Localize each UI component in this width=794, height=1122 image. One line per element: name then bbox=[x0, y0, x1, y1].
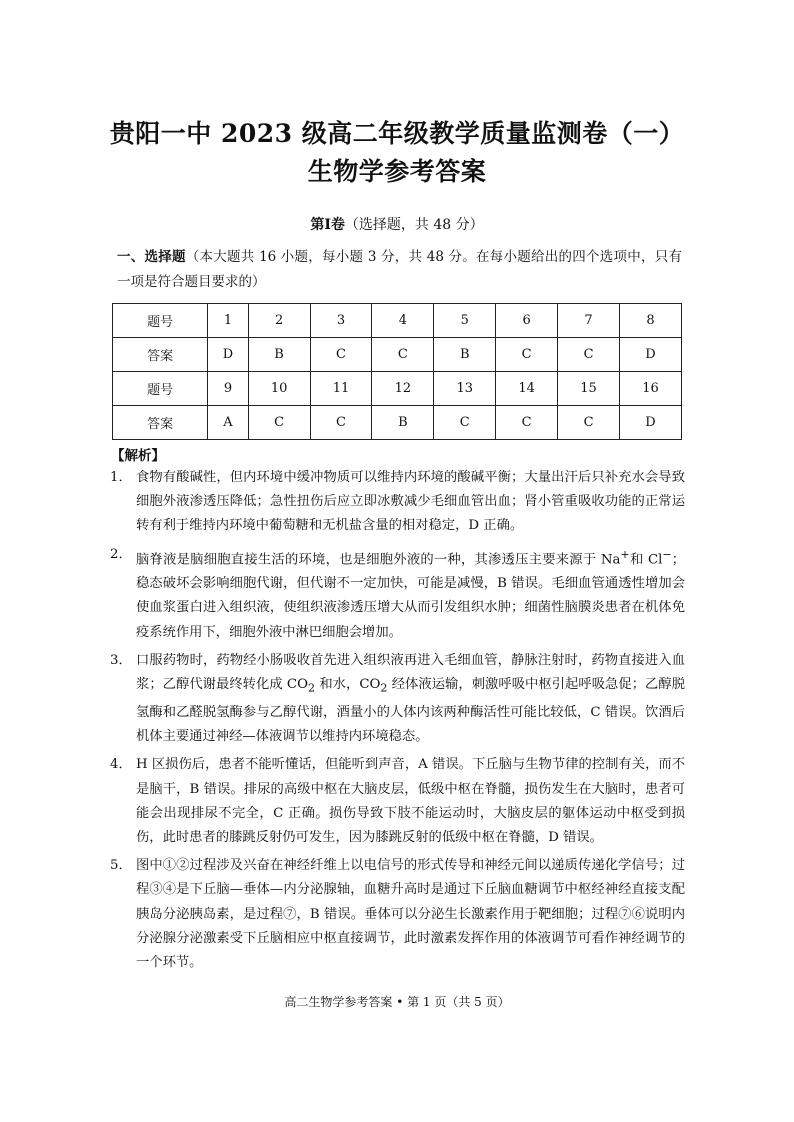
table-cell: C bbox=[372, 338, 434, 372]
explanation-text: 脑脊液是脑细胞直接生活的环境，也是细胞外液的一种，其渗透压主要来源于 Na bbox=[136, 552, 621, 568]
table-cell: C bbox=[310, 338, 372, 372]
table-cell: 15 bbox=[558, 372, 620, 406]
section-intro bbox=[117, 245, 682, 295]
answer-table bbox=[112, 303, 682, 440]
explanation-text: 和水，CO bbox=[315, 677, 381, 693]
table-cell: 7 bbox=[558, 304, 620, 338]
part-heading-detail: （选择题，共 48 分） bbox=[344, 217, 484, 233]
explanation-text: H 区损伤后，患者不能听懂话，但能听到声音，A 错误。下丘脑与生物节律的控制有关，而不是脑干，B 错误。排尿的高级中枢在大脑皮层，低级中枢在脊髓，损伤发生在大脑时，患者可能会出现排尿不完全，C 正确。损伤导致下肢不能运动时，大脑皮层的躯体运动中枢受到损伤，此时患者的膝跳反射仍可发生，因为膝跳反射的低级中枢在脊髓，D 错误。 bbox=[136, 757, 685, 845]
table-cell: B bbox=[372, 406, 434, 440]
subscript: 2 bbox=[380, 681, 388, 695]
explanation-number: 5． bbox=[110, 858, 132, 874]
subscript: 2 bbox=[308, 681, 316, 695]
table-cell: 题号 bbox=[113, 304, 208, 338]
page-footer: 高二生物学参考答案 • 第 1 页（共 5 页） bbox=[284, 995, 510, 1009]
table-cell: C bbox=[248, 406, 310, 440]
table-cell: C bbox=[558, 338, 620, 372]
table-cell: 12 bbox=[372, 372, 434, 406]
table-cell: 答案 bbox=[113, 406, 208, 440]
document-title: 贵阳一中 2023 级高二年级教学质量监测卷（一） bbox=[109, 119, 685, 148]
explanation-text: 和 Cl bbox=[629, 552, 663, 568]
analysis-label: 【解析】 bbox=[111, 448, 165, 464]
explanation-list bbox=[110, 466, 685, 979]
table-cell: 6 bbox=[496, 304, 558, 338]
superscript: + bbox=[620, 547, 630, 561]
table-cell: 8 bbox=[619, 304, 681, 338]
table-cell: 16 bbox=[619, 372, 681, 406]
explanation-item-3 bbox=[110, 649, 685, 749]
explanation-item-2 bbox=[110, 543, 685, 645]
document-subtitle: 生物学参考答案 bbox=[307, 157, 487, 186]
table-row bbox=[113, 304, 682, 338]
table-cell: 13 bbox=[434, 372, 496, 406]
table-cell: 5 bbox=[434, 304, 496, 338]
table-row bbox=[113, 406, 682, 440]
explanation-number: 4． bbox=[110, 757, 132, 773]
table-cell: D bbox=[619, 406, 681, 440]
table-cell: 3 bbox=[310, 304, 372, 338]
table-cell: B bbox=[434, 338, 496, 372]
table-cell: 答案 bbox=[113, 338, 208, 372]
table-cell: A bbox=[208, 406, 248, 440]
table-cell: C bbox=[310, 406, 372, 440]
table-row bbox=[113, 372, 682, 406]
table-cell: 11 bbox=[310, 372, 372, 406]
part-heading-label: 第Ⅰ卷 bbox=[310, 217, 345, 233]
table-cell: B bbox=[248, 338, 310, 372]
table-cell: 10 bbox=[248, 372, 310, 406]
section-description: （本大题共 16 小题，每小题 3 分，共 48 分。在每小题给出的四个选项中，只有一项是符合题目要求的） bbox=[117, 249, 682, 290]
table-cell: 14 bbox=[496, 372, 558, 406]
table-cell: 4 bbox=[372, 304, 434, 338]
table-cell: D bbox=[208, 338, 248, 372]
explanation-number: 2． bbox=[110, 546, 132, 562]
explanation-text: 经体液运输，刺激呼吸中枢引起呼吸急促；乙醇脱氢酶和乙醛脱氢酶参与乙醇代谢，酒量小的人体内该两种酶活性可能比较低，C 错误。饮酒后机体主要通过神经—体液调节以维持内环境稳态。 bbox=[136, 677, 685, 745]
explanation-number: 3． bbox=[110, 652, 132, 668]
explanation-item-1 bbox=[110, 466, 685, 539]
part-heading bbox=[0, 214, 794, 234]
section-label: 一、选择题 bbox=[117, 249, 186, 265]
table-cell: D bbox=[619, 338, 681, 372]
table-cell: C bbox=[558, 406, 620, 440]
table-cell: 9 bbox=[208, 372, 248, 406]
explanation-text: 食物有酸碱性，但内环境中缓冲物质可以维持内环境的酸碱平衡；大量出汗后只补充水会导致细胞外液渗透压降低；急性扭伤后应立即冰敷减少毛细血管出血；肾小管重吸收功能的正常运转有利于维持内环境中葡萄糖和无机盐含量的相对稳定，D 正确。 bbox=[136, 470, 685, 534]
table-cell: C bbox=[496, 338, 558, 372]
explanation-text: ；稳态破坏会影响细胞代谢，但代谢不一定加快，可能是减慢，B 错误。毛细血管通透性增加会使血浆蛋白进入组织液，使组织液渗透压增大从而引发组织水肿；细菌性脑膜炎患者在机体免疫系统作用下，细胞外液中淋巴细胞会增加。 bbox=[136, 552, 685, 640]
explanation-text: 图中①②过程涉及兴奋在神经纤维上以电信号的形式传导和神经元间以递质传递化学信号；过程③④是下丘脑—垂体—内分泌腺轴，血糖升高时是通过下丘脑血糖调节中枢经神经直接支配胰岛分泌胰岛素，是过程⑦，B 错误。垂体可以分泌生长激素作用于靶细胞；过程⑦⑥说明内分泌腺分泌激素受下丘脑相应中枢直接调节，此时激素发挥作用的体液调节可看作神经调节的一个环节。 bbox=[136, 858, 685, 970]
superscript: − bbox=[662, 547, 672, 561]
explanation-item-4 bbox=[110, 753, 685, 850]
table-cell: 1 bbox=[208, 304, 248, 338]
explanation-number: 1． bbox=[110, 470, 132, 485]
table-cell: 2 bbox=[248, 304, 310, 338]
table-cell: C bbox=[434, 406, 496, 440]
explanation-item-5 bbox=[110, 854, 685, 975]
table-cell: C bbox=[496, 406, 558, 440]
explanation-text: 口服药物时，药物经小肠吸收首先进入组织液再进入毛细血管，静脉注射时，药物直接进入血浆；乙醇代谢最终转化成 CO bbox=[136, 652, 685, 693]
table-row bbox=[113, 338, 682, 372]
table-cell: 题号 bbox=[113, 372, 208, 406]
